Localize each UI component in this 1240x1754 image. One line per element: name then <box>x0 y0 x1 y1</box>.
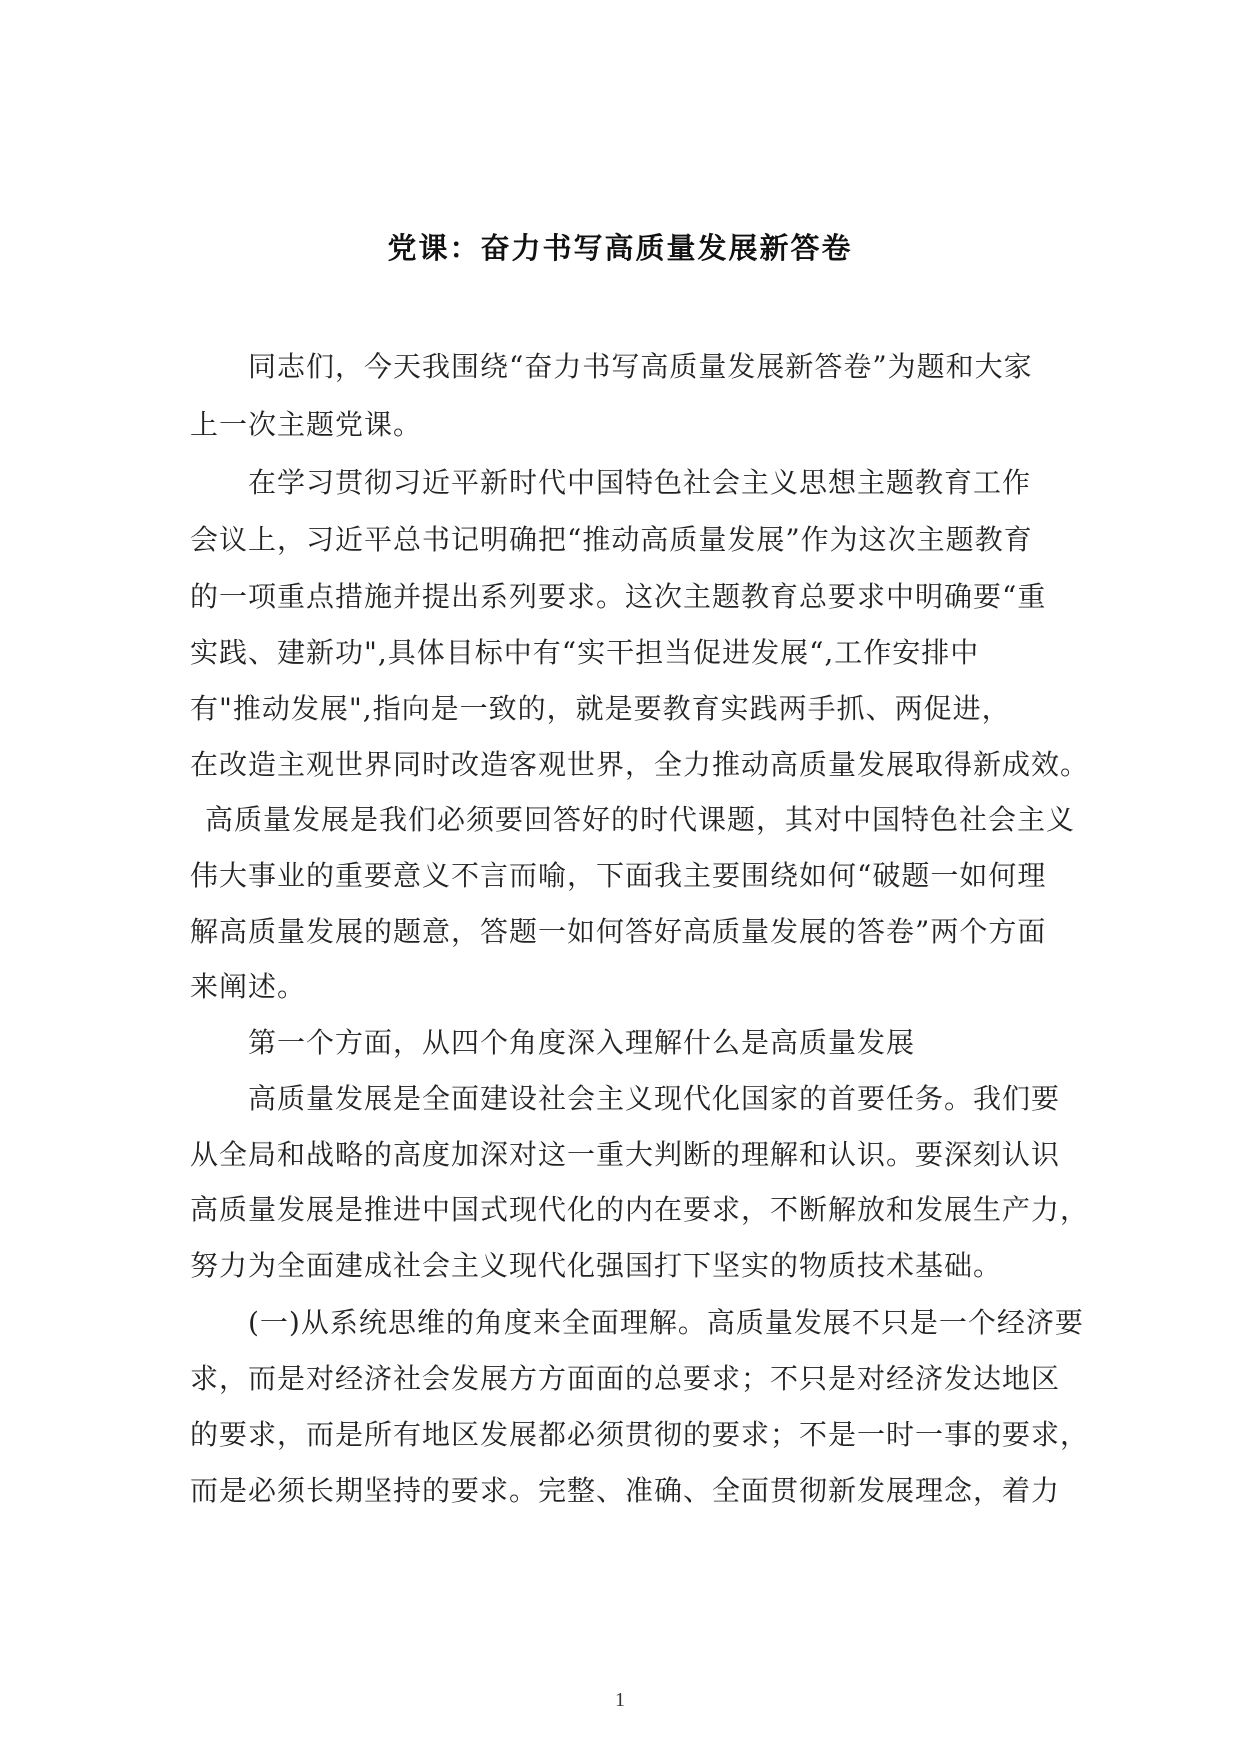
text-line: 解高质量发展的题意，答题一如何答好高质量发展的答卷”两个方面 <box>190 915 1047 948</box>
text-line: 有"推动发展",指向是一致的，就是要教育实践两手抓、两促进， <box>190 692 1011 725</box>
text-line: 同志们，今天我围绕“奋力书写高质量发展新答卷”为题和大家 <box>248 350 1033 383</box>
text-line: 求，而是对经济社会发展方方面面的总要求；不只是对经济发达地区 <box>190 1362 1061 1395</box>
section-heading: 第一个方面，从四个角度深入理解什么是高质量发展 <box>248 1026 916 1059</box>
text-line: 努力为全面建成社会主义现代化强国打下坚实的物质技术基础。 <box>190 1249 1003 1282</box>
text-line: 高质量发展是推进中国式现代化的内在要求，不断解放和发展生产力， <box>190 1193 1090 1226</box>
text-line: 而是必须长期坚持的要求。完整、准确、全面贯彻新发展理念，着力 <box>190 1474 1061 1507</box>
text-line: 高质量发展是我们必须要回答好的时代课题，其对中国特色社会主义 <box>205 803 1076 836</box>
text-line: 实践、建新功",具体目标中有“实干担当促进发展“,工作安排中 <box>190 636 980 669</box>
text-line: 在学习贯彻习近平新时代中国特色社会主义思想主题教育工作 <box>248 466 1032 499</box>
document-title: 党课：奋力书写高质量发展新答卷 <box>387 231 853 265</box>
text-line: (一)从系统思维的角度来全面理解。高质量发展不只是一个经济要 <box>248 1306 1084 1339</box>
text-line: 从全局和战略的高度加深对这一重大判断的理解和认识。要深刻认识 <box>190 1138 1061 1171</box>
text-line: 在改造主观世界同时改造客观世界，全力推动高质量发展取得新成效。 <box>190 748 1090 781</box>
text-line: 伟大事业的重要意义不言而喻，下面我主要围绕如何“破题一如何理 <box>190 859 1047 892</box>
text-line: 的一项重点措施并提出系列要求。这次主题教育总要求中明确要“重 <box>190 580 1047 613</box>
text-line: 来阐述。 <box>190 970 307 1003</box>
text-line: 高质量发展是全面建设社会主义现代化国家的首要任务。我们要 <box>248 1082 1061 1115</box>
text-line: 的要求，而是所有地区发展都必须贯彻的要求；不是一时一事的要求， <box>190 1418 1090 1451</box>
text-line: 上一次主题党课。 <box>190 408 423 441</box>
page-number: 1 <box>615 1689 625 1711</box>
text-line: 会议上，习近平总书记明确把“推动高质量发展”作为这次主题教育 <box>190 523 1033 556</box>
